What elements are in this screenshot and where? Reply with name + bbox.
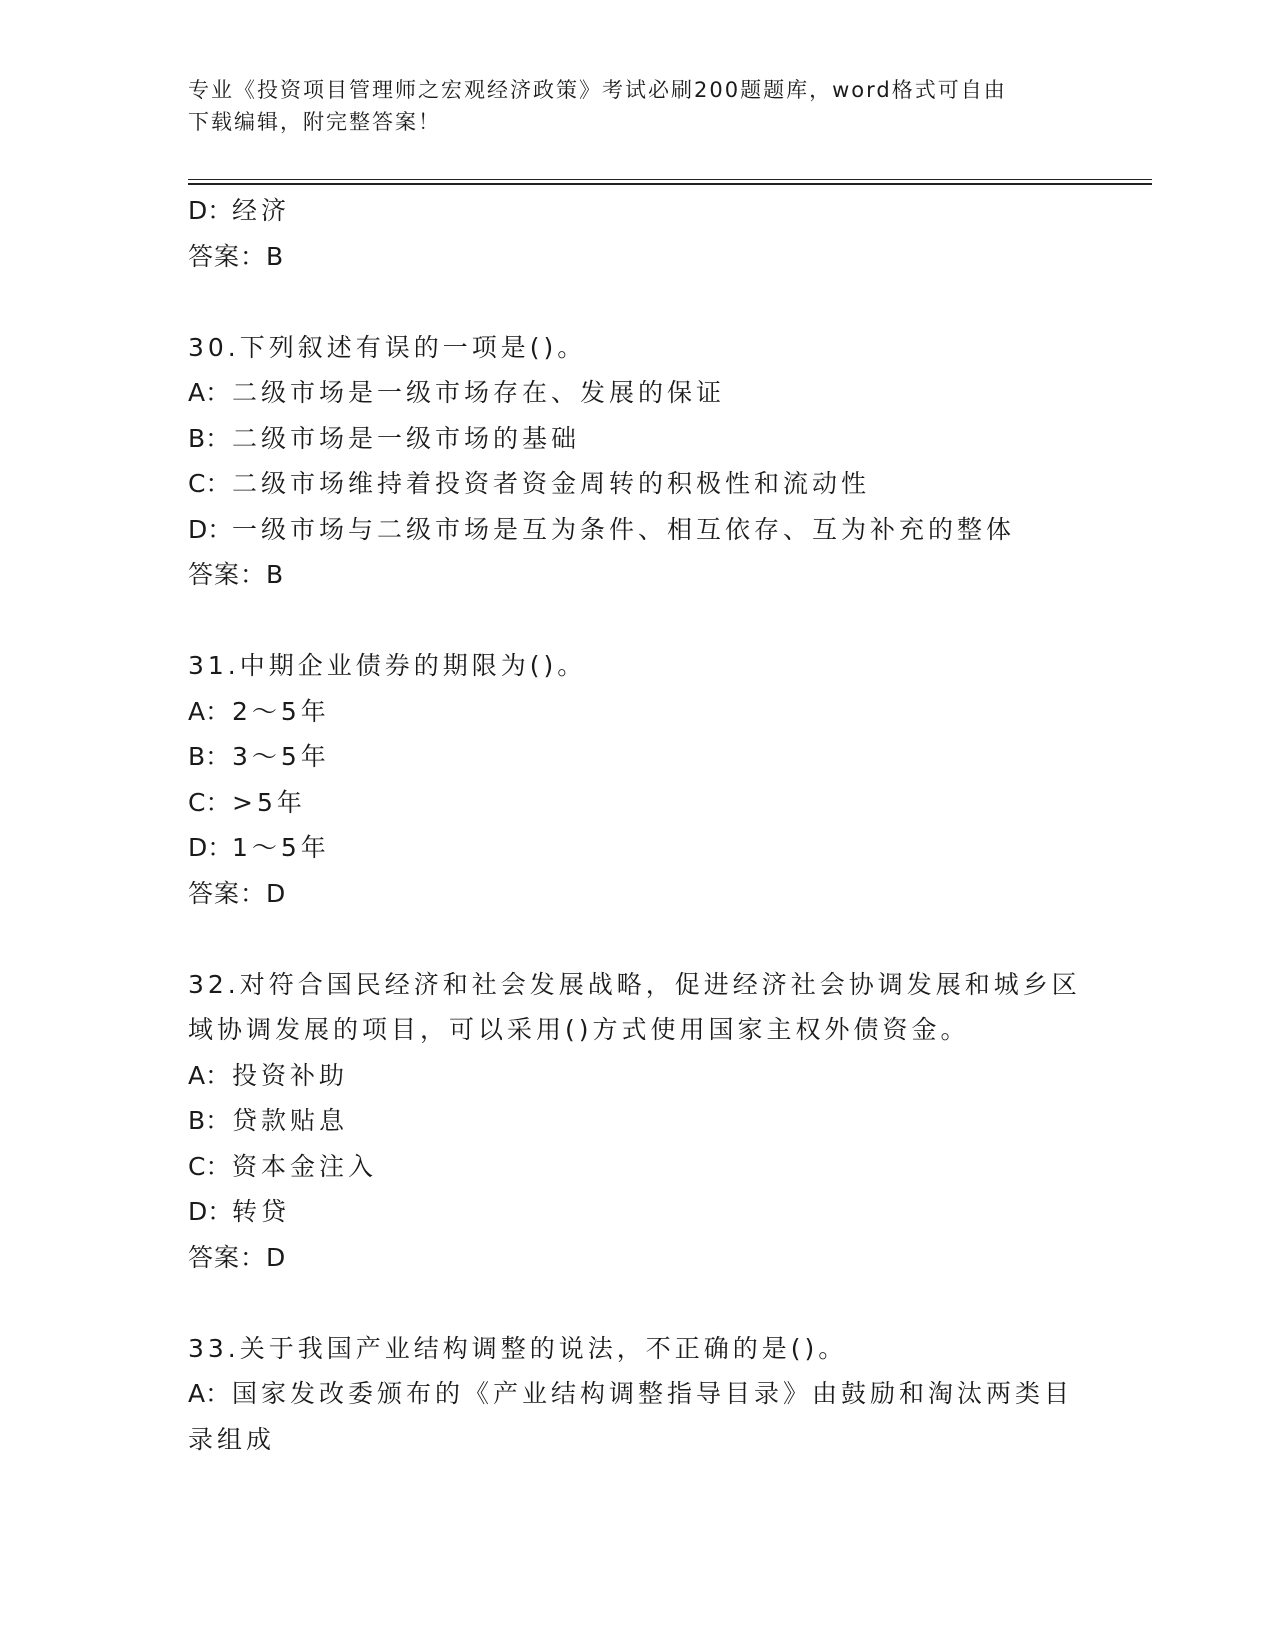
document-header	[188, 74, 1088, 138]
question-32-option-b	[188, 1098, 1088, 1144]
spacer	[188, 279, 1088, 325]
option-label: C：	[188, 469, 231, 498]
option-label: C：	[188, 1151, 231, 1181]
spacer	[188, 916, 1088, 962]
spacer	[188, 598, 1088, 644]
option-text: 转贷	[232, 1197, 291, 1226]
question-31-answer: 答案：D	[188, 878, 287, 908]
question-31-option-c	[188, 780, 1088, 826]
question-32-option-a	[188, 1053, 1088, 1099]
option-label: D：	[188, 196, 233, 225]
option-text: 1～5年	[232, 833, 330, 862]
option-text: 3～5年	[232, 742, 330, 771]
question-31-option-d	[188, 825, 1088, 871]
option-text: 资本金注入	[232, 1151, 378, 1181]
question-33-option-a	[188, 1371, 1088, 1462]
option-text: 投资补助	[232, 1060, 349, 1090]
option-label: B：	[188, 1106, 231, 1135]
option-text: 一级市场与二级市场是互为条件、相互依存、互为补充的整体	[232, 514, 1016, 544]
document-body	[188, 188, 1088, 1462]
option-label: B：	[188, 742, 231, 771]
question-30-option-c	[188, 461, 1088, 507]
option-label: D：	[188, 833, 233, 862]
header-line-2: 下载编辑，附完整答案！	[188, 110, 441, 134]
option-text: 二级市场是一级市场的基础	[232, 423, 581, 453]
option-label: D：	[188, 1197, 233, 1226]
question-30-option-b	[188, 416, 1088, 462]
question-31-stem: 31.中期企业债券的期限为()。	[188, 651, 587, 680]
option-label: A：	[188, 378, 231, 407]
option-label: A：	[188, 1060, 231, 1090]
option-text: >5年	[232, 787, 306, 817]
option-label: A：	[188, 1379, 231, 1408]
option-text: 二级市场维持着投资者资金周转的积极性和流动性	[232, 469, 871, 498]
option-label: B：	[188, 423, 231, 453]
option-label: C：	[188, 787, 231, 817]
question-30-option-d	[188, 507, 1088, 553]
prev-option-d	[188, 188, 1088, 234]
question-32-option-d	[188, 1189, 1088, 1235]
question-30-answer: 答案：B	[188, 560, 285, 589]
header-line-1: 专业《投资项目管理师之宏观经济政策》考试必刷200题题库，word格式可自由	[188, 78, 1007, 102]
question-30-stem: 30.下列叙述有误的一项是()。	[188, 332, 587, 362]
header-divider-thick	[188, 183, 1152, 185]
question-31-option-a	[188, 689, 1088, 735]
option-label: A：	[188, 696, 231, 726]
option-label: D：	[188, 514, 233, 544]
option-text: 2～5年	[232, 696, 330, 726]
question-31-option-b	[188, 734, 1088, 780]
option-text: 二级市场是一级市场存在、发展的保证	[232, 378, 726, 407]
spacer	[188, 1280, 1088, 1326]
option-text: 国家发改委颁布的《产业结构调整指导目录》由鼓励和淘汰两类目录组成	[188, 1379, 1074, 1454]
option-text: 经济	[232, 196, 291, 225]
question-32-option-c	[188, 1144, 1088, 1190]
question-33-stem: 33.关于我国产业结构调整的说法，不正确的是()。	[188, 1333, 848, 1363]
question-30-option-a	[188, 370, 1088, 416]
prev-answer: 答案：B	[188, 241, 285, 271]
option-text: 贷款贴息	[232, 1106, 349, 1135]
question-32-answer: 答案：D	[188, 1242, 287, 1272]
header-divider-thin	[188, 179, 1152, 180]
question-32-stem: 32.对符合国民经济和社会发展战略，促进经济社会协调发展和城乡区域协调发展的项目，可以采用()方式使用国家主权外债资金。	[188, 969, 1081, 1044]
